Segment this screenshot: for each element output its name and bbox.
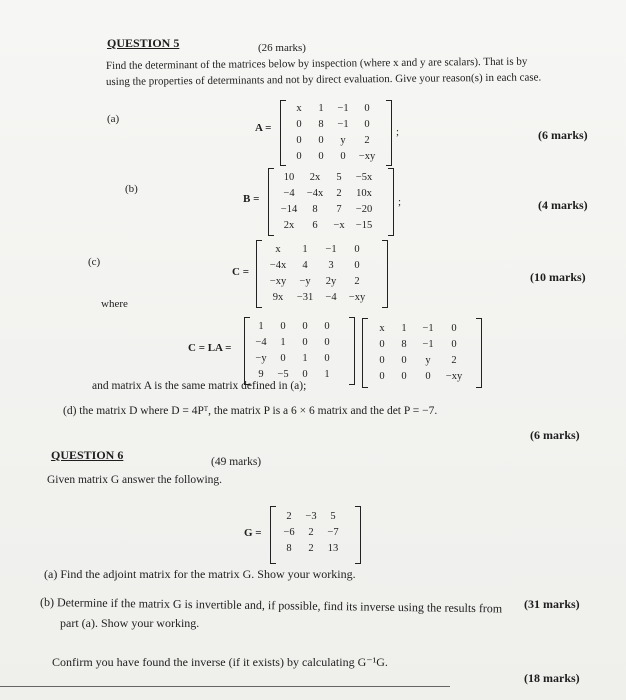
matrix-cell: −3 (305, 510, 317, 522)
matrix-cell: −7 (327, 526, 339, 538)
part-6b-line-3: Confirm you have found the inverse (if it exists) by calculating G⁻¹G. (52, 655, 388, 669)
matrix-cell: 0 (451, 322, 457, 334)
matrix-cell: 8 (401, 338, 407, 350)
matrix-cell: y (340, 134, 346, 146)
matrix-cell: 0 (354, 243, 360, 255)
matrix-c-name: C = (232, 266, 249, 278)
matrix-row (264, 241, 370, 257)
matrix-cell: −1 (337, 118, 349, 130)
part-c-marks: (10 marks) (530, 270, 586, 284)
matrix-cell: −1 (325, 243, 337, 255)
question-5-title: QUESTION 5 (107, 36, 180, 50)
matrix-c (264, 241, 370, 305)
matrix-cell: −1 (422, 338, 434, 350)
matrix-row (372, 336, 468, 352)
matrix-cell: 0 (324, 352, 330, 364)
matrix-cell: 9x (272, 291, 284, 303)
part-d-marks: (6 marks) (530, 428, 580, 442)
matrix-a-name: A = (255, 122, 272, 134)
matrix-cell: 2 (354, 275, 360, 287)
matrix-c-left-bracket (256, 240, 262, 308)
matrix-cell: 0 (425, 370, 431, 382)
matrix-row (278, 508, 344, 524)
where-label: where (101, 298, 128, 310)
matrix-cell: −6 (283, 526, 295, 538)
matrix-cell: 0 (364, 118, 370, 130)
matrix-cell: x (379, 322, 385, 334)
matrix-row (250, 334, 338, 350)
matrix-row (276, 201, 378, 217)
part-c-label: (c) (88, 256, 101, 268)
question-6-intro: Given matrix G answer the following. (47, 474, 223, 486)
matrix-cell: 0 (401, 354, 407, 366)
part-d-text: (d) the matrix D where D = 4Pᵀ, the matrix P is a 6 × 6 matrix and the det P = −7. (63, 405, 438, 417)
matrix-row (372, 320, 468, 336)
matrix-row (288, 132, 380, 148)
matrix-cell: −4 (325, 291, 337, 303)
matrix-row (276, 169, 378, 185)
matrix-cell: −20 (355, 203, 373, 215)
matrix-cell: −15 (355, 219, 373, 231)
matrix-cell: 0 (379, 354, 385, 366)
matrix-cell: −xy (348, 291, 366, 303)
matrix-cell: −14 (280, 203, 298, 215)
matrix-row (278, 524, 344, 540)
matrix-cell: −31 (296, 291, 314, 303)
matrix-cell: 0 (324, 336, 330, 348)
part-b-label: (b) (125, 183, 138, 195)
matrix-b-left-bracket (268, 168, 274, 236)
matrix-cell: 0 (302, 336, 308, 348)
matrix-cell: 0 (296, 134, 302, 146)
matrix-cell: 8 (318, 118, 324, 130)
matrix-row (250, 350, 338, 366)
matrix-cell: 2 (286, 510, 292, 522)
matrix-b-trail: ; (398, 196, 402, 208)
matrix-cell: 5 (336, 171, 342, 183)
part-6a-marks: (31 marks) (524, 597, 580, 611)
part-6a-text: (a) Find the adjoint matrix for the matrix G. Show your working. (44, 567, 356, 581)
matrix-cell: 2 (364, 134, 370, 146)
matrix-l-right-bracket (349, 317, 355, 385)
matrix-cell: 1 (258, 320, 264, 332)
matrix-g-right-bracket (355, 506, 361, 564)
matrix-cell: 0 (354, 259, 360, 271)
matrix-cell: 1 (318, 102, 324, 114)
matrix-row (264, 257, 370, 273)
matrix-cell: −5 (277, 368, 289, 380)
matrix-cell: 0 (451, 338, 457, 350)
matrix-cell: 0 (401, 370, 407, 382)
matrix-cell: 2 (308, 526, 314, 538)
matrix-cell: 2x (283, 219, 295, 231)
matrix-b (276, 169, 378, 233)
matrix-cell: −1 (422, 322, 434, 334)
matrix-g-name: G = (244, 527, 262, 539)
matrix-cell: 4 (302, 259, 308, 271)
matrix-cell: 8 (312, 203, 318, 215)
matrix-row (288, 148, 380, 164)
question-5-marks: (26 marks) (258, 42, 306, 54)
matrix-a-right-bracket (386, 100, 392, 166)
part-6b-marks: (18 marks) (524, 671, 580, 685)
matrix-a (288, 100, 380, 164)
matrix-cell: x (275, 243, 281, 255)
matrix-cell: 10 (283, 171, 295, 183)
matrix-row (288, 100, 380, 116)
matrix-g-left-bracket (270, 506, 276, 564)
matrix-b-right-bracket (388, 168, 394, 236)
matrix-b-name: B = (243, 193, 260, 205)
matrix-cell: −4 (255, 336, 267, 348)
matrix-cell: 0 (296, 118, 302, 130)
matrix-cell: −5x (355, 171, 373, 183)
matrix-cell: 9 (258, 368, 264, 380)
part-a-label: (a) (107, 113, 120, 125)
matrix-cell: 7 (336, 203, 342, 215)
matrix-row (372, 352, 468, 368)
matrix-cell: 2 (308, 542, 314, 554)
instruction-line-2: using the properties of determinants and not by direct evaluation. Give your reason(s) in each case. (105, 71, 542, 88)
part-a-marks: (6 marks) (538, 128, 588, 142)
matrix-l (250, 318, 338, 382)
matrix-row (250, 318, 338, 334)
instruction-line-1: Find the determinant of the matrices below by inspection (where x and y are scalars). That is by (105, 55, 528, 72)
part-6b-line-2: part (a). Show your working. (60, 616, 200, 630)
matrix-cell: 2x (309, 171, 321, 183)
matrix-row (278, 540, 344, 556)
matrix-cell: 1 (280, 336, 286, 348)
part-b-marks: (4 marks) (538, 198, 588, 212)
matrix-cell: 0 (340, 150, 346, 162)
bottom-rule (0, 686, 450, 687)
matrix-cell: −xy (445, 370, 463, 382)
matrix-cell: 10x (356, 187, 372, 199)
matrix-row (264, 289, 370, 305)
part-6b-line-1: (b) Determine if the matrix G is invertible and, if possible, find its inverse using the results from (39, 595, 503, 616)
matrix-cell: 0 (296, 150, 302, 162)
matrix-cell: −4 (283, 187, 295, 199)
matrix-cell: 0 (318, 134, 324, 146)
matrix-cell: 1 (302, 352, 308, 364)
matrix-cell: 0 (379, 338, 385, 350)
matrix-cell: −xy (358, 150, 376, 162)
matrix-cell: 1 (324, 368, 330, 380)
matrix-g (278, 508, 344, 556)
matrix-cell: 8 (286, 542, 292, 554)
c-equals-la-name: C = LA = (188, 342, 232, 354)
matrix-cell: −4x (306, 187, 324, 199)
matrix-cell: 3 (328, 259, 334, 271)
matrix-cell: −4x (269, 259, 287, 271)
matrix-cell: −xy (269, 275, 287, 287)
matrix-cell: 0 (302, 320, 308, 332)
matrix-cell: −y (255, 352, 267, 364)
matrix-cell: −x (333, 219, 345, 231)
question-6-title: QUESTION 6 (51, 448, 124, 462)
matrix-cell: 1 (302, 243, 308, 255)
matrix-cell: 5 (330, 510, 336, 522)
matrix-cell: 6 (312, 219, 318, 231)
matrix-cell: 2y (325, 275, 337, 287)
matrix-cell: 0 (324, 320, 330, 332)
matrix-c-right-bracket (382, 240, 388, 308)
matrix-cell: 2 (451, 354, 457, 366)
matrix-cell: y (425, 354, 431, 366)
matrix-cell: 0 (280, 352, 286, 364)
matrix-row (276, 185, 378, 201)
question-6-marks: (49 marks) (211, 456, 262, 468)
matrix-a-trail: ; (396, 126, 400, 138)
matrix-row (276, 217, 378, 233)
matrix-cell: 0 (379, 370, 385, 382)
matrix-cell: −y (299, 275, 311, 287)
matrix-row (372, 368, 468, 384)
matrix-cell: 0 (280, 320, 286, 332)
and-matrix-text: and matrix A is the same matrix defined in (a); (92, 380, 307, 392)
matrix-cell: 2 (336, 187, 342, 199)
matrix-cell: 0 (302, 368, 308, 380)
matrix-cell: −1 (337, 102, 349, 114)
matrix-row (264, 273, 370, 289)
matrix-a2-left-bracket (362, 318, 368, 388)
matrix-cell: 1 (401, 322, 407, 334)
matrix-a-left-bracket (280, 100, 286, 166)
matrix-cell: 13 (327, 542, 339, 554)
matrix-a-repeat (372, 320, 468, 384)
matrix-row (288, 116, 380, 132)
matrix-cell: 0 (364, 102, 370, 114)
matrix-cell: 0 (318, 150, 324, 162)
matrix-a2-right-bracket (476, 318, 482, 388)
matrix-cell: x (296, 102, 302, 114)
